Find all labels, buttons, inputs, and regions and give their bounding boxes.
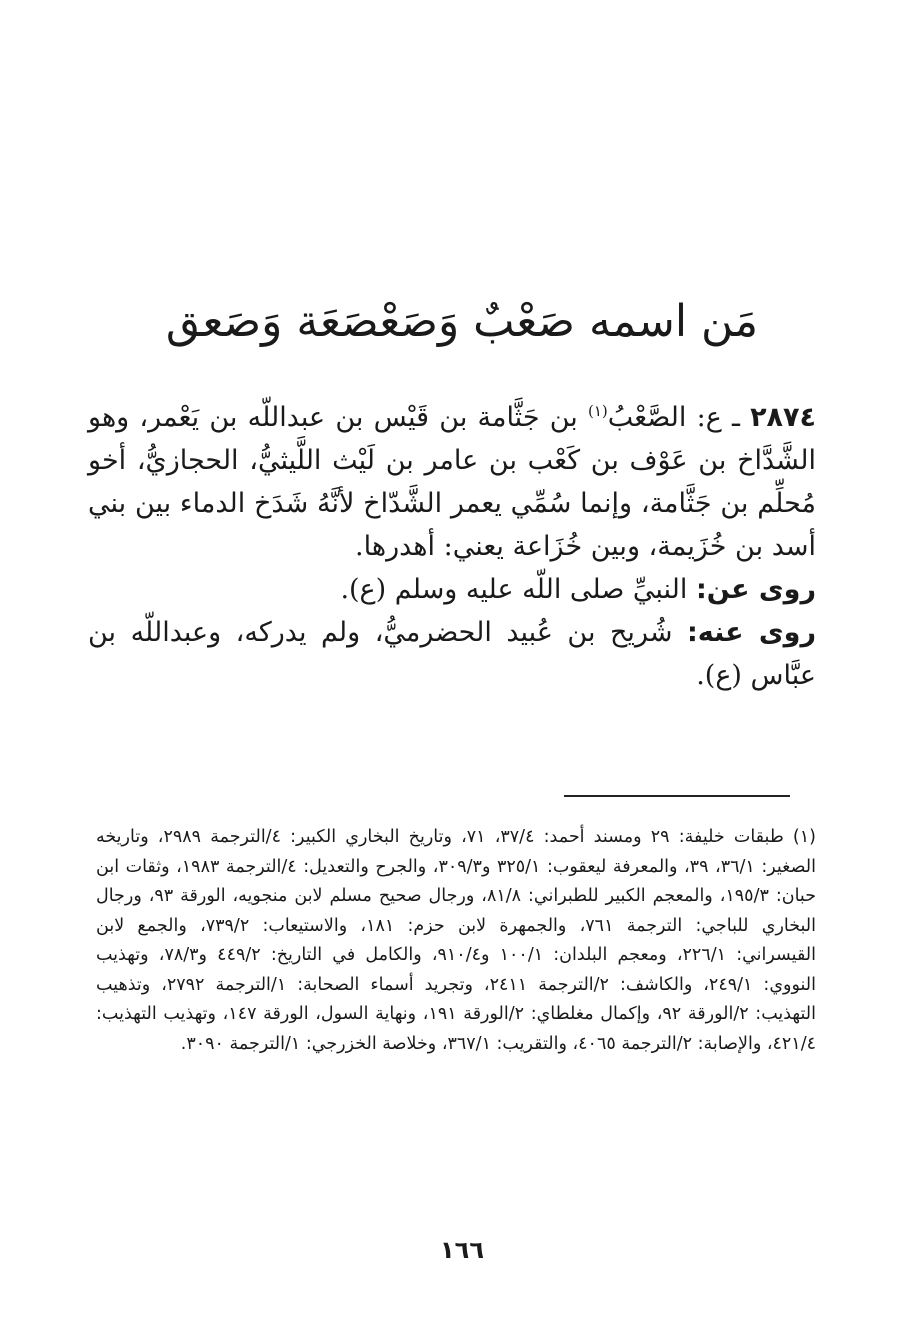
entry-number: ٢٨٧٤ [750, 402, 816, 433]
entry-text-start: ـ ع: الصَّعْبُ [607, 402, 751, 433]
biography-body [88, 396, 816, 697]
entry-paragraph [88, 396, 816, 568]
footnote-divider [564, 795, 790, 797]
narrated-by-paragraph [88, 611, 816, 697]
section-heading: مَن اسمه صَعْبٌ وَصَعْصَعَة وَصَعق [165, 296, 759, 347]
footnotes [96, 823, 816, 1059]
narrated-from-text: النبيِّ صلى اللّه عليه وسلم (ع). [340, 574, 696, 605]
narrated-from-label: روى عن: [695, 574, 816, 605]
page-number: ١٦٦ [440, 1236, 484, 1264]
footnote-1: (١) طبقات خليفة: ٢٩ ومسند أحمد: ٣٧/٤، ٧١، وتاريخ البخاري الكبير: ٤/الترجمة ٢٩٨٩، وتاريخه الصغير: ٣٦/١، ٣٩، والمعرفة ليعقوب: ٣٢٥/١ و٣٠٩/٣، والجرح والتعديل: ٤/الترجمة ١٩٨٣، وثقات ابن حبان: ١٩٥/٣، والمعجم الكبير للطبراني: ٨١/٨، ورجال صحيح مسلم لابن منجويه، الورقة ٩٣، ورجال البخاري للباجي: الترجمة ٧٦١، والجمهرة لابن حزم: ١٨١، والاستيعاب: ٧٣٩/٢، والجمع لابن القيسراني: ٢٢٦/١، ومعجم البلدان: ١٠٠/١ و٩١٠/٤، والكامل في التاريخ: ٤٤٩/٢ و٧٨/٣، وتهذيب النووي: ٢٤٩/١، والكاشف: ٢/الترجمة ٢٤١١، وتجريد أسماء الصحابة: ١/الترجمة ٢٧٩٢، وتذهيب التهذيب: ٢/الورقة ٩٢، وإكمال مغلطاي: ٢/الورقة ١٩١، ونهاية السول، الورقة ١٤٧، وتهذيب التهذيب: ٤٢١/٤، والإصابة: ٢/الترجمة ٤٠٦٥، والتقريب: ٣٦٧/١، وخلاصة الخزرجي: ١/الترجمة ٣٠٩٠. [96, 827, 817, 1054]
entry-text-rest: بن جَثَّامة بن قَيْس بن عبداللّه بن يَعْمر، وهو الشَّدَّاخ بن عَوْف بن كَعْب بن عامر بن لَيْث اللَّيثيُّ، الحجازيُّ، أخو مُحلِّم بن جَثَّامة، وإنما سُمِّي يعمر الشَّدّاخ لأنَّهُ شَدَخ الدماء بين بني أسد بن خُزَيمة، وبين خُزَاعة يعني: أهدرها. [88, 402, 816, 562]
narrated-by-text: شُريح بن عُبيد الحضرميُّ، ولم يدركه، وعبداللّه بن عبَّاس (ع). [88, 617, 816, 691]
narrated-from-paragraph [88, 568, 816, 611]
narrated-by-label: روى عنه: [686, 617, 816, 648]
footnote-ref-marker[interactable]: (١) [587, 402, 608, 420]
